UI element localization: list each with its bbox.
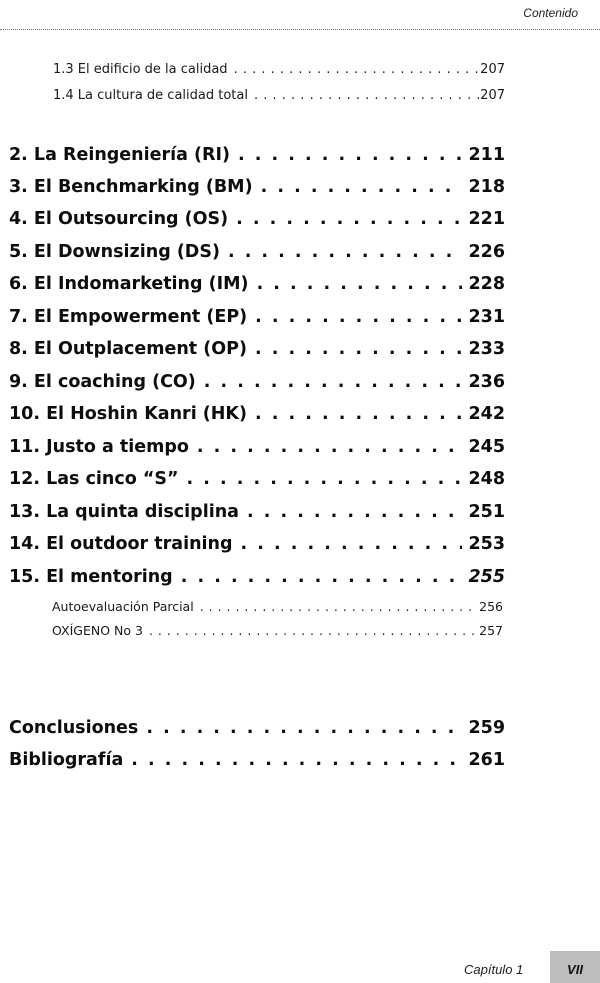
toc-chapter xyxy=(9,209,505,229)
toc-entry-label: OXÍGENO No 3 xyxy=(52,623,143,638)
toc-chapter xyxy=(9,404,505,424)
toc-entry xyxy=(52,623,503,638)
toc-chapter xyxy=(9,469,505,489)
toc-chapter xyxy=(9,567,505,587)
toc-chapter xyxy=(9,437,505,457)
page-header xyxy=(0,0,600,30)
toc-chapter xyxy=(9,372,505,392)
toc-chapter xyxy=(9,145,505,165)
toc-chapter-label: 13. La quinta disciplina xyxy=(9,502,239,522)
toc-endmatter-page: 259 xyxy=(468,718,505,738)
toc-endmatter-label: Bibliografía xyxy=(9,750,124,770)
toc-chapter-page: 248 xyxy=(468,469,505,489)
toc-entry-label: 1.3 El edificio de la calidad xyxy=(53,62,228,77)
footer-page-box xyxy=(550,951,600,983)
toc-chapter xyxy=(9,242,505,262)
toc-chapter-page: 221 xyxy=(468,209,505,229)
toc-endmatter-label: Conclusiones xyxy=(9,718,139,738)
toc-chapter-label: 9. El coaching (CO) xyxy=(9,372,196,392)
toc-chapter-label: 14. El outdoor training xyxy=(9,534,233,554)
toc-chapter-page: 228 xyxy=(468,274,505,294)
toc-chapter xyxy=(9,274,505,294)
toc-chapter-label: 8. El Outplacement (OP) xyxy=(9,339,247,359)
toc-chapter-label: 10. El Hoshin Kanri (HK) xyxy=(9,404,247,424)
toc-entry-label: Autoevaluación Parcial xyxy=(52,599,194,614)
toc-chapter-page: 236 xyxy=(468,372,505,392)
toc-leader-dots xyxy=(204,372,463,392)
toc-endmatter xyxy=(9,750,505,770)
toc-chapter-label: 12. Las cinco “S” xyxy=(9,469,179,489)
toc-chapter-label: 7. El Empowerment (EP) xyxy=(9,307,248,327)
toc-leader-dots xyxy=(236,209,462,229)
toc-leader-dots xyxy=(247,502,463,522)
toc-chapter xyxy=(9,339,505,359)
footer-page-number: VII xyxy=(567,961,583,977)
toc-chapter xyxy=(9,177,505,197)
toc-leader-dots xyxy=(187,469,463,489)
toc-leader-dots xyxy=(197,437,463,457)
header-title: Contenido xyxy=(523,6,578,20)
toc-chapter-page: 231 xyxy=(468,307,505,327)
toc-leader-dots xyxy=(257,274,463,294)
toc-endmatter-page: 261 xyxy=(468,750,505,770)
toc-leader-dots xyxy=(228,242,463,262)
toc-leader-dots xyxy=(255,307,462,327)
toc-chapter-page: 233 xyxy=(468,339,505,359)
toc-leader-dots xyxy=(254,88,479,103)
toc-entry-page: 207 xyxy=(480,88,505,103)
toc-leader-dots xyxy=(234,62,480,77)
toc-leader-dots xyxy=(255,339,463,359)
toc-endmatter xyxy=(9,718,505,738)
toc-chapter-label: 15. El mentoring xyxy=(9,567,173,587)
toc-chapter-label: 4. El Outsourcing (OS) xyxy=(9,209,229,229)
toc-chapter-page: 218 xyxy=(468,177,505,197)
toc-leader-dots xyxy=(149,623,478,638)
toc-leader-dots xyxy=(181,567,463,587)
toc-chapter-page: 245 xyxy=(468,437,505,457)
toc-chapter-page: 242 xyxy=(468,404,505,424)
toc-chapter xyxy=(9,502,505,522)
toc-entry-page: 207 xyxy=(480,62,505,77)
toc-entry-page: 256 xyxy=(479,599,503,614)
toc-leader-dots xyxy=(146,718,462,738)
toc-chapter-page: 253 xyxy=(468,534,505,554)
toc-leader-dots xyxy=(238,145,462,165)
toc-chapter-label: 11. Justo a tiempo xyxy=(9,437,189,457)
toc-chapter-label: 3. El Benchmarking (BM) xyxy=(9,177,253,197)
toc-chapter xyxy=(9,307,505,327)
toc-entry xyxy=(53,62,505,77)
toc-chapter-label: 2. La Reingeniería (RI) xyxy=(9,145,231,165)
toc-entry-page: 257 xyxy=(479,623,503,638)
toc-leader-dots xyxy=(255,404,462,424)
footer-chapter-label: Capítulo 1 xyxy=(464,962,524,977)
toc-chapter xyxy=(9,534,505,554)
toc-chapter-page: 226 xyxy=(468,242,505,262)
toc-leader-dots xyxy=(261,177,463,197)
toc-leader-dots xyxy=(241,534,463,554)
toc-chapter-label: 6. El Indomarketing (IM) xyxy=(9,274,249,294)
toc-chapter-page: 211 xyxy=(468,145,505,165)
toc-leader-dots xyxy=(131,750,462,770)
toc-entry xyxy=(52,599,503,614)
toc-entry-label: 1.4 La cultura de calidad total xyxy=(53,88,248,103)
toc-chapter-page: 255 xyxy=(468,567,505,587)
toc-chapter-label: 5. El Downsizing (DS) xyxy=(9,242,220,262)
header-divider xyxy=(0,29,600,30)
toc-chapter-page: 251 xyxy=(468,502,505,522)
toc-leader-dots xyxy=(200,599,478,614)
toc-entry xyxy=(53,88,505,103)
